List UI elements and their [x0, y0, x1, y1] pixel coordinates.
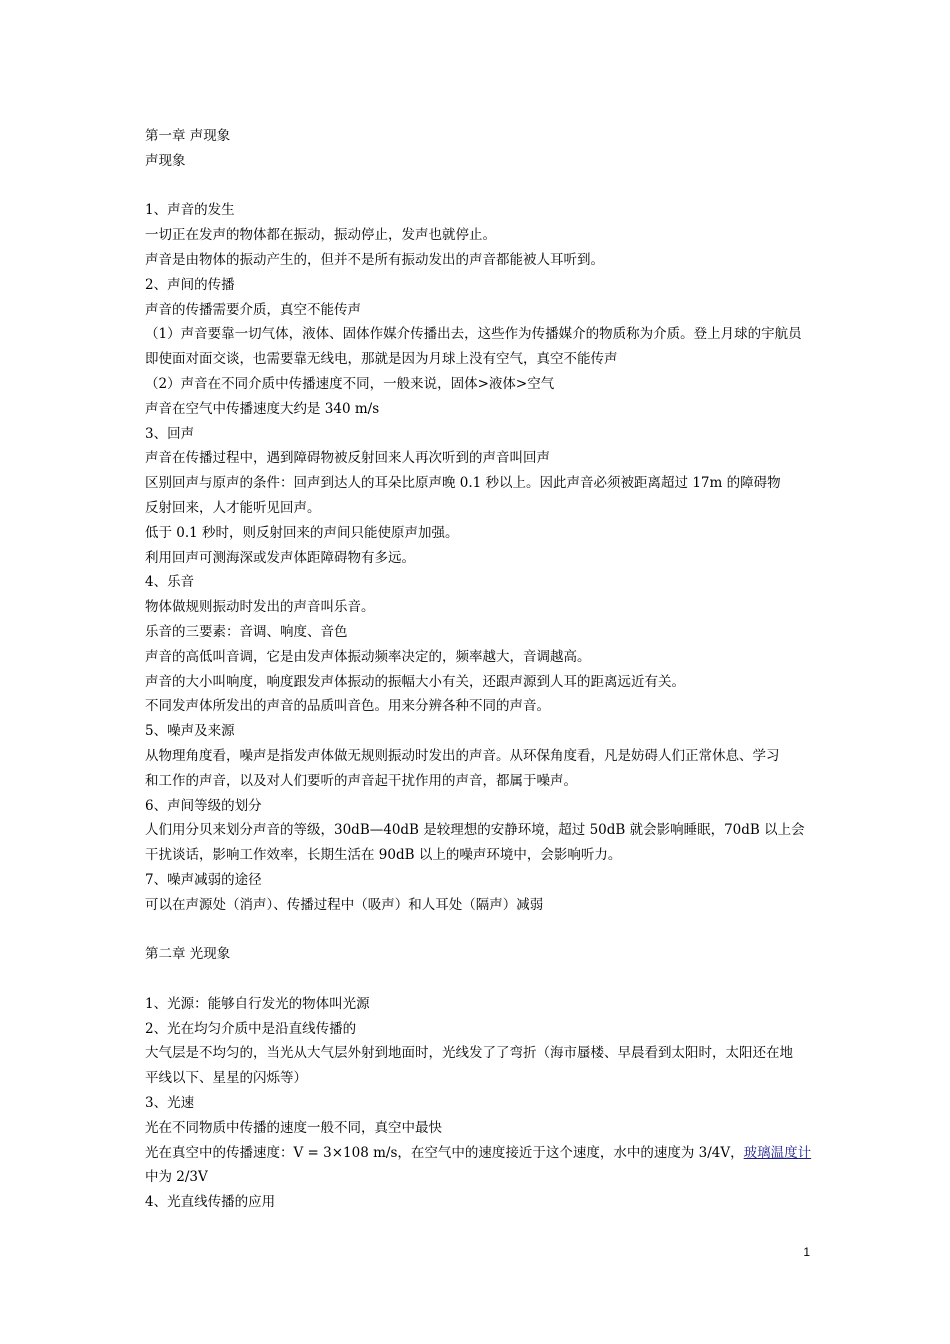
text-line: 4、乐音: [145, 574, 195, 591]
document-body: [145, 124, 810, 1215]
blank-line: [145, 918, 810, 943]
text-line: 可以在声源处（消声）、传播过程中（吸声）和人耳处（隔声）减弱: [145, 896, 544, 913]
text-line: 干扰谈话，影响工作效率，长期生活在 90dB 以上的噪声环境中，会影响听力。: [145, 847, 622, 864]
text-line: 大气层是不均匀的，当光从大气层外射到地面时，光线发了了弯折（海市蜃楼、早晨看到太阳时，太阳还在地: [145, 1045, 793, 1062]
text-line: 2、声间的传播: [145, 276, 235, 293]
text-line: 乐音的三要素：音调、响度、音色: [145, 623, 348, 640]
text-line: 低于 0.1 秒时，则反射回来的声间只能使原声加强。: [145, 524, 459, 541]
text-line: 1、声音的发生: [145, 202, 235, 219]
text-line: 光在不同物质中传播的速度一般不同，真空中最快: [145, 1119, 442, 1136]
light-speed-text: 光在真空中的传播速度：V = 3×108 m/s，在空气中的速度接近于这个速度，水中的速度为 3/4V，: [145, 1144, 744, 1161]
text-line: （2）声音在不同介质中传播速度不同，一般来说，固体>液体>空气: [145, 375, 555, 392]
text-line: 6、声间等级的划分: [145, 797, 262, 814]
text-line: 声音的高低叫音调，它是由发声体振动频率决定的，频率越大，音调越高。: [145, 648, 591, 665]
page-number: 1: [803, 1245, 810, 1259]
text-line: 声音的传播需要介质，真空不能传声: [145, 301, 361, 318]
text-line: 一切正在发声的物体都在振动，振动停止，发声也就停止。: [145, 227, 496, 244]
text-line: 反射回来，人才能听见回声。: [145, 499, 321, 516]
text-line: 物体做规则振动时发出的声音叫乐音。: [145, 599, 375, 616]
text-line: 3、光速: [145, 1095, 195, 1112]
text-line: 声音的大小叫响度，响度跟发声体振动的振幅大小有关，还跟声源到人耳的距离远近有关。: [145, 673, 685, 690]
text-line: 声现象: [145, 152, 186, 169]
text-line: 声音在传播过程中，遇到障碍物被反射回来人再次听到的声音叫回声: [145, 450, 550, 467]
text-line: 2、光在均匀介质中是沿直线传播的: [145, 1020, 357, 1037]
blank-line: [145, 967, 810, 992]
text-line: 区别回声与原声的条件：回声到达人的耳朵比原声晚 0.1 秒以上。因此声音必须被距离超过 17m 的障碍物: [145, 475, 781, 492]
text-line: 从物理角度看，噪声是指发声体做无规则振动时发出的声音。从环保角度看，凡是妨碍人们正常休息、学习: [145, 747, 780, 764]
text-line: 中为 2/3V: [145, 1169, 208, 1186]
text-block-tail: [145, 1165, 810, 1215]
text-line: 平线以下、星星的闪烁等）: [145, 1070, 307, 1087]
text-line: 人们用分贝来划分声音的等级，30dB—40dB 是较理想的安静环境，超过 50dB 就会影响睡眠，70dB 以上会: [145, 822, 805, 839]
blank-line: [145, 174, 810, 199]
text-line: 即使面对面交谈，也需要靠无线电，那就是因为月球上没有空气，真空不能传声: [145, 351, 618, 368]
text-line: 4、光直线传播的应用: [145, 1194, 276, 1211]
text-line: 5、噪声及来源: [145, 723, 235, 740]
paragraph-light-speed: [145, 1141, 810, 1166]
text-line: （1）声音要靠一切气体，液体、固体作媒介传播出去，这些作为传播媒介的物质称为介质。登上月球的宇航员: [145, 326, 802, 343]
text-line: 利用回声可测海深或发声体距障碍物有多远。: [145, 549, 415, 566]
text-line: 声音是由物体的振动产生的，但并不是所有振动发出的声音都能被人耳听到。: [145, 251, 604, 268]
text-line: 1、光源：能够自行发光的物体叫光源: [145, 995, 370, 1012]
text-line: 3、回声: [145, 425, 195, 442]
text-line: 不同发声体所发出的声音的品质叫音色。用来分辨各种不同的声音。: [145, 698, 550, 715]
text-line: 声音在空气中传播速度大约是 340 m/s: [145, 400, 380, 417]
glass-thermometer-link[interactable]: 玻璃温度计: [743, 1144, 812, 1161]
text-line: 和工作的声音，以及对人们要听的声音起干扰作用的声音，都属于噪声。: [145, 772, 577, 789]
text-line: 第一章 声现象: [145, 128, 231, 144]
text-line: 第二章 光现象: [145, 946, 231, 963]
text-block-main: [145, 124, 810, 1141]
text-line: 7、噪声减弱的途径: [145, 871, 262, 888]
